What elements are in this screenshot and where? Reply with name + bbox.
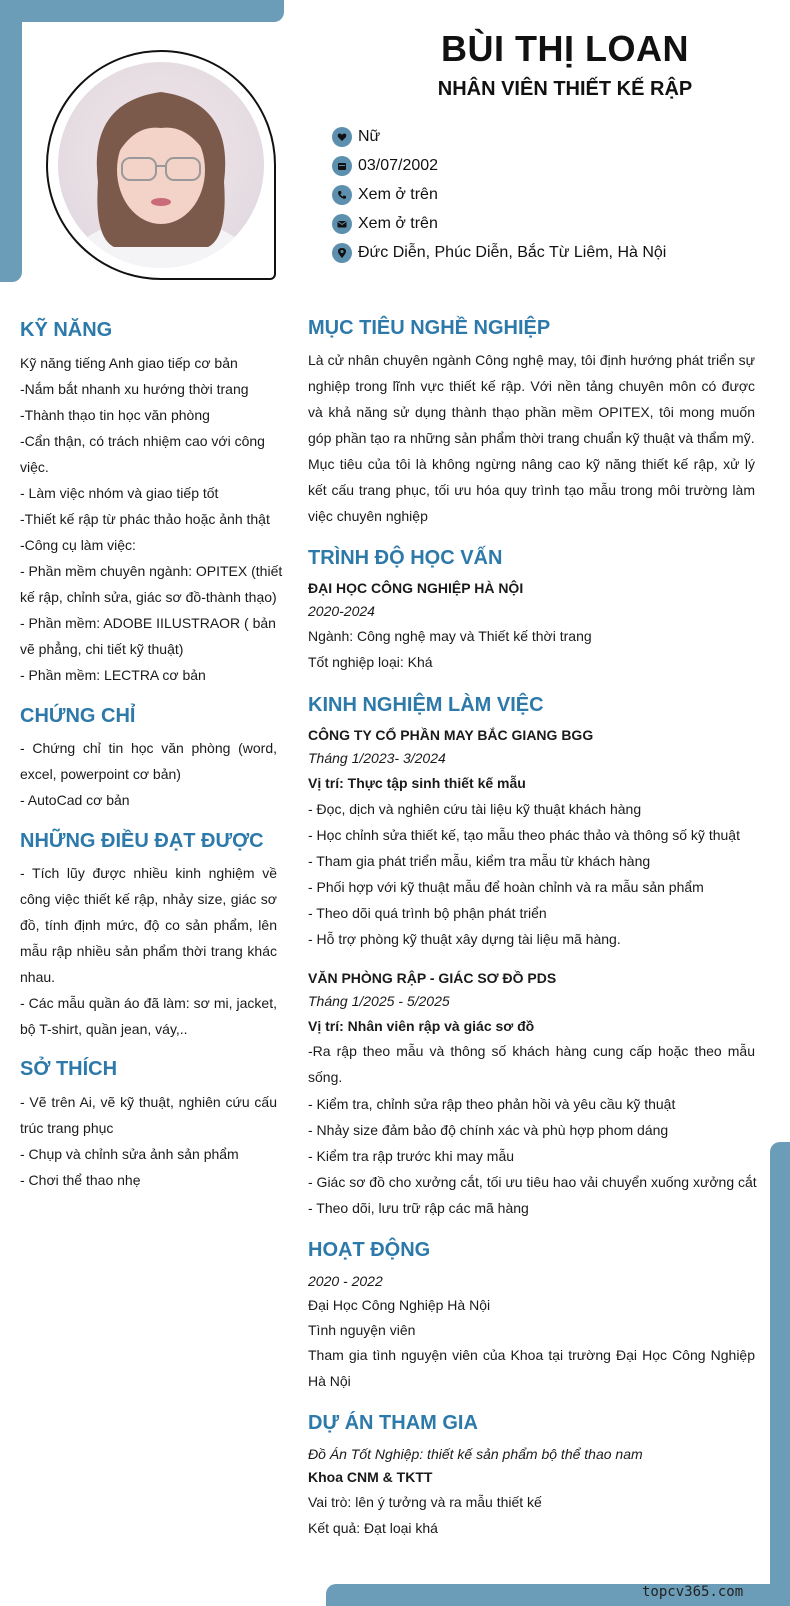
job-duty: - Theo dõi quá trình bộ phận phát triển bbox=[308, 905, 547, 921]
job-duty: - Kiểm tra rập trước khi may mẫu bbox=[308, 1148, 515, 1164]
contact-address-text: Đức Diễn, Phúc Diễn, Bắc Từ Liêm, Hà Nội bbox=[358, 244, 667, 261]
achievement-item: - Các mẫu quần áo đã làm: sơ mi, jacket, bộ T-shirt, quần jean, váy,.. bbox=[20, 995, 277, 1037]
objective-paragraph: Là cử nhân chuyên ngành Công nghệ may, tôi định hướng phát triển sự nghiệp trong lĩnh vực thiết kế rập. Với nền tảng chuyên môn có được và khả năng sử dụng thành thạo phần mềm OPITEX, tôi mong muốn góp phần tạo ra những sản phẩm thời trang chuẩn kỹ thuật và thẩm mỹ. bbox=[308, 352, 755, 446]
activity-description: Tham gia tình nguyện viên của Khoa tại trường Đại Học Công Nghiệp Hà Nội bbox=[308, 1347, 755, 1389]
job-period: Tháng 1/2025 - 5/2025 bbox=[308, 993, 450, 1009]
certificate-item: - Chứng chỉ tin học văn phòng (word, excel, powerpoint cơ bản) bbox=[20, 740, 277, 782]
activity-org: Đại Học Công Nghiệp Hà Nội bbox=[308, 1297, 491, 1313]
activity-role: Tình nguyện viên bbox=[308, 1322, 416, 1338]
candidate-name: BÙI THỊ LOAN bbox=[441, 28, 689, 69]
project-role: Vai trò: lên ý tưởng và ra mẫu thiết kế bbox=[308, 1494, 542, 1510]
job-company: VĂN PHÒNG RẬP - GIÁC SƠ ĐỒ PDS bbox=[308, 970, 557, 986]
skill-line: - Phần mềm: ADOBE IILUSTRAOR ( bản bbox=[20, 615, 276, 631]
achievements-heading: NHỮNG ĐIỀU ĐẠT ĐƯỢC bbox=[20, 830, 264, 852]
hobby-item: - Chụp và chỉnh sửa ảnh sản phẩm bbox=[20, 1146, 239, 1162]
job-duty: - Nhảy size đảm bảo độ chính xác và phù hợp phom dáng bbox=[308, 1122, 669, 1138]
project-result: Kết quả: Đạt loại khá bbox=[308, 1520, 438, 1536]
activities-heading: HOẠT ĐỘNG bbox=[308, 1239, 431, 1261]
job-position: Vị trí: Thực tập sinh thiết kế mẫu bbox=[308, 775, 526, 791]
job-duty: - Đọc, dịch và nghiên cứu tài liệu kỹ thuật khách hàng bbox=[308, 801, 642, 817]
skill-line: kế rập, chỉnh sửa, giác sơ đồ-thành thạo) bbox=[20, 589, 277, 605]
skill-line: - Làm việc nhóm và giao tiếp tốt bbox=[20, 485, 219, 501]
corner-bar-right bbox=[770, 1142, 790, 1606]
hobbies-heading: SỞ THÍCH bbox=[20, 1058, 118, 1080]
job-duty: - Tham gia phát triển mẫu, kiểm tra mẫu từ khách hàng bbox=[308, 853, 651, 869]
email-icon bbox=[332, 214, 352, 234]
contact-gender bbox=[332, 127, 380, 147]
skill-line: -Công cụ làm việc: bbox=[20, 537, 136, 553]
education-period: 2020-2024 bbox=[308, 603, 375, 619]
job-duty: - Giác sơ đồ cho xưởng cắt, tối ưu tiêu hao vải chuyển xuống xưởng cắt bbox=[308, 1174, 757, 1190]
skill-line: -Thành thạo tin học văn phòng bbox=[20, 407, 210, 423]
education-major: Ngành: Công nghệ may và Thiết kế thời trang bbox=[308, 628, 592, 644]
job-duty: - Kiểm tra, chỉnh sửa rập theo phản hồi và yêu cầu kỹ thuật bbox=[308, 1096, 676, 1112]
contact-birthday-text: 03/07/2002 bbox=[358, 157, 439, 174]
job-period: Tháng 1/2023- 3/2024 bbox=[308, 750, 446, 766]
activity-period: 2020 - 2022 bbox=[308, 1273, 383, 1289]
skill-line: - Phần mềm: LECTRA cơ bản bbox=[20, 667, 206, 683]
experience-heading: KINH NGHIỆM LÀM VIỆC bbox=[308, 694, 544, 716]
contact-email bbox=[332, 214, 438, 234]
corner-bar-top bbox=[0, 0, 284, 22]
skill-line: việc. bbox=[20, 459, 49, 475]
job-position: Vị trí: Nhân viên rập và giác sơ đồ bbox=[308, 1018, 535, 1034]
calendar-icon bbox=[332, 156, 352, 176]
job-duty: -Ra rập theo mẫu và thông số khách hàng cung cấp hoặc theo mẫu sống. bbox=[308, 1043, 755, 1085]
job-title: NHÂN VIÊN THIẾT KẾ RẬP bbox=[437, 78, 693, 100]
skill-line: - Phần mềm chuyên ngành: OPITEX (thiết bbox=[20, 563, 283, 579]
job-duty: - Học chỉnh sửa thiết kế, tạo mẫu theo phác thảo và thông số kỹ thuật bbox=[308, 827, 740, 843]
avatar bbox=[58, 62, 264, 268]
phone-icon bbox=[332, 185, 352, 205]
achievement-item: - Tích lũy được nhiều kinh nghiệm về công việc thiết kế rập, nhảy size, giác sơ đồ, tính định mức, độ co sản phẩm, lên mẫu rập nhiều sản phẩm thời trang khác nhau. bbox=[20, 865, 277, 985]
contact-phone-text: Xem ở trên bbox=[358, 186, 438, 203]
objective-heading: MỤC TIÊU NGHỀ NGHIỆP bbox=[308, 317, 551, 339]
contact-birthday bbox=[332, 156, 438, 176]
watermark: topcv365.com bbox=[642, 1584, 744, 1600]
contact-email-text: Xem ở trên bbox=[358, 215, 438, 232]
job-company: CÔNG TY CỔ PHẦN MAY BẮC GIANG BGG bbox=[308, 727, 594, 743]
contact-address bbox=[332, 243, 666, 263]
hobby-item: - Vẽ trên Ai, vẽ kỹ thuật, nghiên cứu cấu trúc trang phục bbox=[20, 1094, 277, 1136]
project-name: Đồ Án Tốt Nghiệp: thiết kế sản phẩm bộ thể thao nam bbox=[308, 1446, 643, 1462]
skill-line: -Cẩn thận, có trách nhiệm cao với công bbox=[20, 433, 265, 449]
education-school: ĐẠI HỌC CÔNG NGHIỆP HÀ NỘI bbox=[308, 580, 524, 596]
corner-bar-left bbox=[0, 0, 22, 282]
contact-phone bbox=[332, 185, 438, 205]
education-grade: Tốt nghiệp loại: Khá bbox=[308, 654, 433, 670]
gender-icon bbox=[332, 127, 352, 147]
job-duty: - Phối hợp với kỹ thuật mẫu để hoàn chỉnh và ra mẫu sản phẩm bbox=[308, 879, 704, 895]
skill-line: Kỹ năng tiếng Anh giao tiếp cơ bản bbox=[20, 355, 238, 371]
location-icon bbox=[332, 243, 352, 263]
contact-gender-text: Nữ bbox=[358, 128, 381, 145]
certificates-heading: CHỨNG CHỈ bbox=[20, 705, 136, 727]
project-org: Khoa CNM & TKTT bbox=[308, 1469, 433, 1485]
projects-heading: DỰ ÁN THAM GIA bbox=[308, 1412, 478, 1434]
job-duty: - Theo dõi, lưu trữ rập các mã hàng bbox=[308, 1200, 529, 1216]
skill-line: -Thiết kế rập từ phác thảo hoặc ảnh thật bbox=[20, 511, 270, 527]
job-duty: - Hỗ trợ phòng kỹ thuật xây dựng tài liệu mã hàng. bbox=[308, 931, 621, 947]
objective-paragraph: Mục tiêu của tôi là không ngừng nâng cao kỹ năng thiết kế rập, xử lý kết cấu trang phục, tối ưu hóa quy trình tạo mẫu trong môi trường làm việc chuyên nghiệp bbox=[308, 456, 755, 524]
hobby-item: - Chơi thể thao nhẹ bbox=[20, 1172, 141, 1188]
certificate-item: - AutoCad cơ bản bbox=[20, 792, 130, 808]
skill-line: -Nắm bắt nhanh xu hướng thời trang bbox=[20, 381, 249, 397]
education-heading: TRÌNH ĐỘ HỌC VẤN bbox=[308, 547, 503, 569]
skill-line: vẽ phẳng, chi tiết kỹ thuật) bbox=[20, 641, 184, 657]
skills-heading: KỸ NĂNG bbox=[20, 319, 113, 341]
